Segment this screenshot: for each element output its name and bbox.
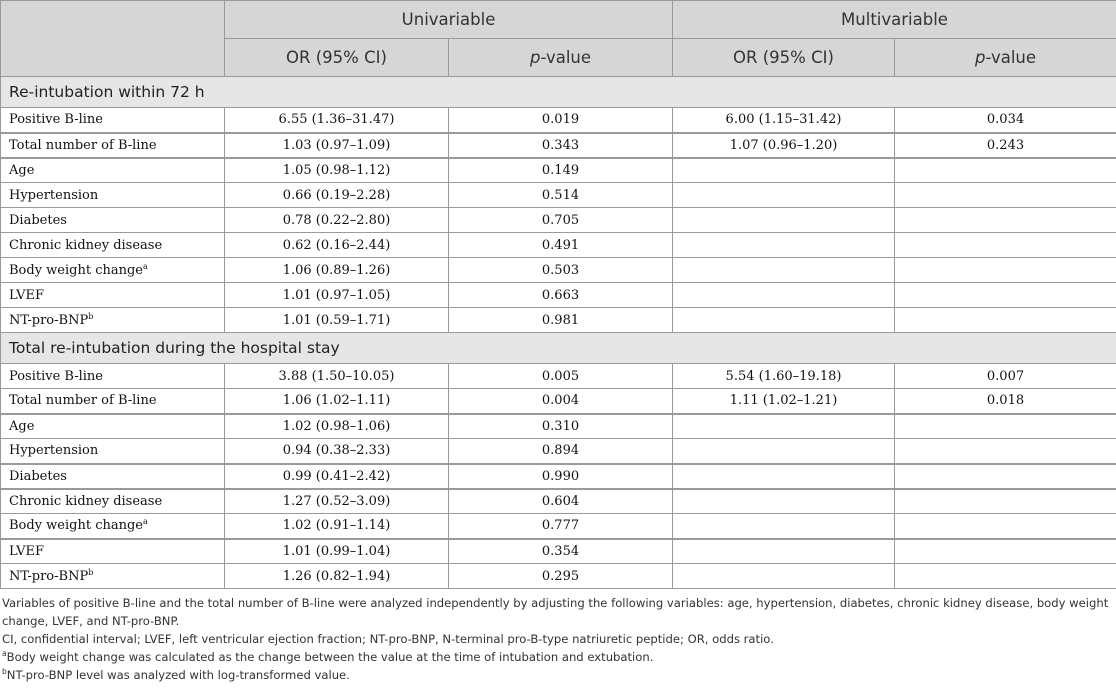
p-suffix: -value (985, 48, 1037, 67)
multivariable-or-cell: 6.00 (1.15–31.42) (673, 108, 895, 133)
table-row (1, 208, 1116, 233)
multivariable-p-cell (895, 489, 1116, 514)
univariable-or-cell: 1.26 (0.82–1.94) (225, 564, 449, 589)
multivariable-or-cell (673, 439, 895, 464)
note-adjustment: Variables of positive B-line and the total number of B-line were analyzed independently by adjusting the following variables: age, hypertension, diabetes, chronic kidney disease, body weight change, LVEF, and NT-pro-BNP. (2, 596, 1109, 628)
univariable-p-cell: 0.705 (449, 208, 673, 233)
footnote-b (2, 666, 1114, 684)
multivariable-or-cell (673, 489, 895, 514)
row-label-cell (1, 133, 225, 158)
row-label: Positive B-line (9, 112, 103, 128)
row-label: LVEF (9, 287, 44, 303)
row-label-cell (1, 564, 225, 589)
table-row (1, 158, 1116, 183)
row-label-cell (1, 108, 225, 133)
multivariable-p-cell (895, 258, 1116, 283)
multivariable-p-cell (895, 514, 1116, 539)
univariable-or-cell: 1.27 (0.52–3.09) (225, 489, 449, 514)
p-suffix: -value (540, 48, 592, 67)
univariable-p-header (449, 39, 673, 77)
multivariable-or-cell (673, 514, 895, 539)
row-label-cell (1, 308, 225, 333)
univariable-p-cell: 0.019 (449, 108, 673, 133)
multivariable-or-cell (673, 183, 895, 208)
multivariable-p-cell: 0.018 (895, 389, 1116, 414)
multivariable-or-cell (673, 283, 895, 308)
multivariable-p-cell (895, 464, 1116, 489)
univariable-p-cell: 0.310 (449, 414, 673, 439)
univariable-p-cell: 0.005 (449, 364, 673, 389)
univariable-p-cell: 0.990 (449, 464, 673, 489)
row-label: Hypertension (9, 443, 99, 459)
table-row (1, 308, 1116, 333)
multivariable-p-cell (895, 208, 1116, 233)
section-title: Total re-intubation during the hospital stay (1, 333, 1116, 364)
univariable-p-cell: 0.604 (449, 489, 673, 514)
table-row (1, 389, 1116, 414)
univariable-p-cell: 0.004 (449, 389, 673, 414)
row-label: Total number of B-line (9, 137, 157, 153)
multivariable-or-header: OR (95% CI) (673, 39, 895, 77)
multivariable-p-cell: 0.034 (895, 108, 1116, 133)
footnote-marker: b (88, 311, 94, 321)
row-label: LVEF (9, 543, 44, 559)
p-italic: p (974, 48, 986, 67)
row-label-cell (1, 439, 225, 464)
footnote-b-mark: b (2, 667, 7, 676)
multivariable-p-header (895, 39, 1116, 77)
row-label-cell (1, 158, 225, 183)
univariable-p-cell: 0.354 (449, 539, 673, 564)
univariable-or-cell: 1.01 (0.99–1.04) (225, 539, 449, 564)
table-row (1, 539, 1116, 564)
multivariable-p-cell (895, 564, 1116, 589)
table-row (1, 108, 1116, 133)
multivariable-p-cell (895, 539, 1116, 564)
row-label: Hypertension (9, 187, 99, 203)
multivariable-p-cell: 0.007 (895, 364, 1116, 389)
footnote-marker: b (88, 567, 94, 577)
row-label-cell (1, 414, 225, 439)
univariable-or-cell: 1.06 (1.02–1.11) (225, 389, 449, 414)
header-row-1 (1, 1, 1116, 39)
section-title: Re-intubation within 72 h (1, 77, 1116, 108)
multivariable-p-cell (895, 183, 1116, 208)
row-label: Chronic kidney disease (9, 493, 163, 509)
footnote-marker: a (143, 517, 148, 527)
univariable-header: Univariable (225, 1, 673, 39)
footnote-b-text: NT-pro-BNP level was analyzed with log-transformed value. (6, 668, 350, 682)
univariable-or-cell: 3.88 (1.50–10.05) (225, 364, 449, 389)
multivariable-or-cell (673, 464, 895, 489)
row-label-cell (1, 514, 225, 539)
footnote-a-text: Body weight change was calculated as the change between the value at the time of intubation and extubation. (6, 650, 654, 664)
row-label: Diabetes (9, 468, 67, 484)
univariable-p-cell: 0.503 (449, 258, 673, 283)
row-label-cell (1, 364, 225, 389)
multivariable-or-cell: 5.54 (1.60–19.18) (673, 364, 895, 389)
multivariable-or-cell: 1.07 (0.96–1.20) (673, 133, 895, 158)
row-label: Diabetes (9, 212, 67, 228)
row-label-cell (1, 258, 225, 283)
row-label: NT-pro-BNP (9, 312, 89, 328)
table-notes (0, 589, 1116, 684)
footnote-a-mark: a (2, 649, 7, 658)
multivariable-p-cell: 0.243 (895, 133, 1116, 158)
multivariable-p-cell (895, 158, 1116, 183)
row-label: Body weight change (9, 262, 143, 278)
row-label-cell (1, 183, 225, 208)
table-row (1, 283, 1116, 308)
variable-column-header (1, 1, 225, 77)
univariable-or-cell: 0.62 (0.16–2.44) (225, 233, 449, 258)
multivariable-p-cell (895, 308, 1116, 333)
univariable-p-cell: 0.894 (449, 439, 673, 464)
table-row (1, 414, 1116, 439)
multivariable-or-cell (673, 158, 895, 183)
multivariable-or-cell (673, 539, 895, 564)
univariable-or-cell: 1.02 (0.91–1.14) (225, 514, 449, 539)
multivariable-or-cell (673, 564, 895, 589)
row-label: Total number of B-line (9, 393, 157, 409)
table-row (1, 133, 1116, 158)
section-header-row (1, 333, 1116, 364)
row-label: NT-pro-BNP (9, 568, 89, 584)
row-label: Positive B-line (9, 368, 103, 384)
p-italic: p (529, 48, 541, 67)
univariable-or-cell: 1.03 (0.97–1.09) (225, 133, 449, 158)
row-label-cell (1, 233, 225, 258)
univariable-or-cell: 1.01 (0.97–1.05) (225, 283, 449, 308)
univariable-or-cell: 1.05 (0.98–1.12) (225, 158, 449, 183)
row-label-cell (1, 283, 225, 308)
table-row (1, 233, 1116, 258)
univariable-or-cell: 1.02 (0.98–1.06) (225, 414, 449, 439)
univariable-p-cell: 0.981 (449, 308, 673, 333)
univariable-or-cell: 0.94 (0.38–2.33) (225, 439, 449, 464)
table-row (1, 364, 1116, 389)
row-label-cell (1, 389, 225, 414)
multivariable-p-cell (895, 439, 1116, 464)
table-row (1, 183, 1116, 208)
row-label-cell (1, 539, 225, 564)
table-row (1, 564, 1116, 589)
multivariable-or-cell (673, 414, 895, 439)
table-body (1, 77, 1116, 589)
univariable-p-cell: 0.491 (449, 233, 673, 258)
univariable-or-cell: 0.99 (0.41–2.42) (225, 464, 449, 489)
table-row (1, 514, 1116, 539)
row-label-cell (1, 489, 225, 514)
table-row (1, 258, 1116, 283)
multivariable-or-cell: 1.11 (1.02–1.21) (673, 389, 895, 414)
univariable-p-cell: 0.149 (449, 158, 673, 183)
univariable-p-cell: 0.663 (449, 283, 673, 308)
multivariable-p-cell (895, 233, 1116, 258)
univariable-p-cell: 0.295 (449, 564, 673, 589)
univariable-p-cell: 0.343 (449, 133, 673, 158)
univariable-or-cell: 0.66 (0.19–2.28) (225, 183, 449, 208)
table-row (1, 464, 1116, 489)
univariable-p-cell: 0.514 (449, 183, 673, 208)
multivariable-p-cell (895, 414, 1116, 439)
table-row (1, 489, 1116, 514)
row-label-cell (1, 464, 225, 489)
row-label: Age (9, 418, 35, 434)
univariable-or-cell: 6.55 (1.36–31.47) (225, 108, 449, 133)
row-label: Body weight change (9, 518, 143, 534)
table-row (1, 439, 1116, 464)
multivariable-p-cell (895, 283, 1116, 308)
note-abbreviations: CI, confidential interval; LVEF, left ventricular ejection fraction; NT-pro-BNP, N-terminal pro-B-type natriuretic peptide; OR, odds ratio. (2, 632, 774, 646)
row-label: Chronic kidney disease (9, 237, 163, 253)
row-label-cell (1, 208, 225, 233)
multivariable-or-cell (673, 208, 895, 233)
univariable-or-header: OR (95% CI) (225, 39, 449, 77)
row-label: Age (9, 162, 35, 178)
footnote-a (2, 648, 1114, 666)
univariable-or-cell: 0.78 (0.22–2.80) (225, 208, 449, 233)
section-header-row (1, 77, 1116, 108)
univariable-or-cell: 1.01 (0.59–1.71) (225, 308, 449, 333)
footnote-marker: a (143, 261, 148, 271)
multivariable-or-cell (673, 258, 895, 283)
univariable-or-cell: 1.06 (0.89–1.26) (225, 258, 449, 283)
multivariable-or-cell (673, 308, 895, 333)
univariable-p-cell: 0.777 (449, 514, 673, 539)
multivariable-header: Multivariable (673, 1, 1116, 39)
multivariable-or-cell (673, 233, 895, 258)
